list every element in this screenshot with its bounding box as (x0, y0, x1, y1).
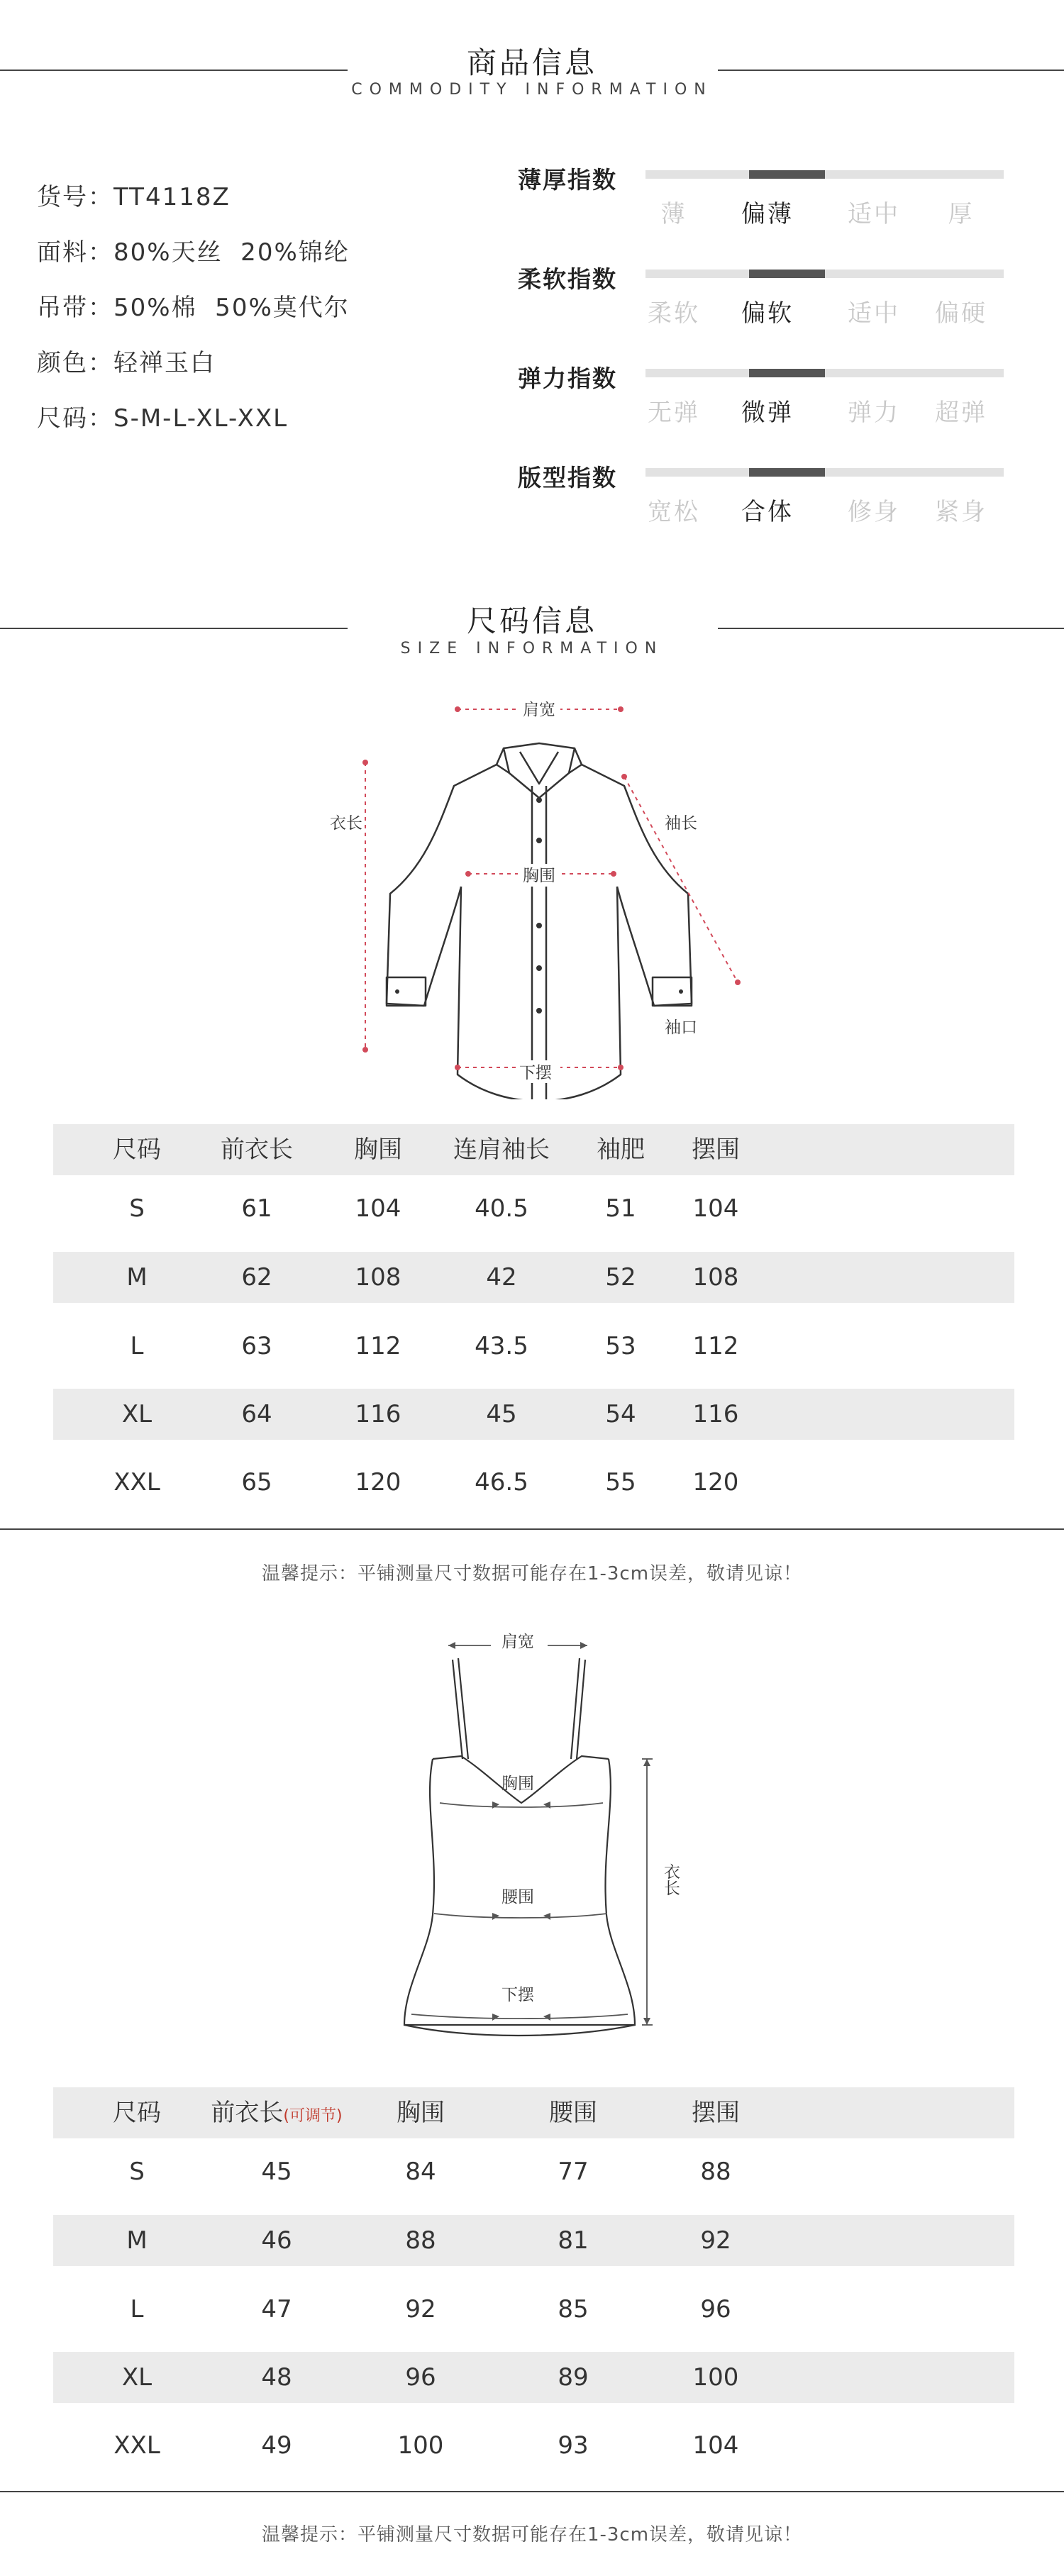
index-label: 弹力指数 (518, 365, 617, 392)
index-scale-fill (749, 468, 824, 477)
index-option: 合体 (741, 498, 794, 526)
measurement-note: 温馨提示：平铺测量尺寸数据可能存在1-3cm误差，敬请见谅！ (261, 2524, 803, 2546)
table-header-cell: 摆围 (692, 2099, 740, 2127)
table-cell: S (129, 1194, 145, 1223)
table-cell: 45 (486, 1400, 517, 1428)
table-cell: 65 (241, 1468, 272, 1497)
index-option: 微弹 (741, 399, 794, 427)
table-row (53, 2420, 1014, 2471)
table-cell: 120 (692, 1468, 739, 1497)
table-header-cell: 连肩袖长 (453, 1136, 550, 1164)
index-option: 宽松 (648, 498, 700, 526)
detail-item: 颜色：轻禅玉白 (37, 349, 216, 377)
table-cell: 77 (558, 2158, 589, 2186)
table-cell: 49 (261, 2431, 292, 2460)
index-scale-fill (749, 170, 824, 179)
measurement-note: 温馨提示：平铺测量尺寸数据可能存在1-3cm误差，敬请见谅！ (261, 1563, 803, 1584)
table-cell: 92 (700, 2226, 731, 2255)
index-scale-bar (645, 170, 1004, 179)
section-divider (0, 1528, 1064, 1530)
commodity-title: 商品信息 (466, 45, 597, 80)
index-option: 修身 (848, 498, 900, 526)
table-cell: 112 (355, 1332, 401, 1360)
table-header-cell: 尺码 (113, 1136, 161, 1164)
table-cell: 42 (486, 1263, 517, 1292)
table-cell: 116 (692, 1400, 739, 1428)
table-header-cell: 袖肥 (597, 1136, 645, 1164)
table-header-cell: 腰围 (549, 2099, 597, 2127)
table-cell: 104 (355, 1194, 401, 1223)
table-row (53, 1457, 1014, 1508)
table-cell: S (129, 2158, 145, 2186)
table-cell: 43.5 (475, 1332, 528, 1360)
table-cell: 92 (405, 2295, 436, 2324)
index-option: 薄 (660, 200, 687, 228)
table-cell: 47 (261, 2295, 292, 2324)
detail-item: 货号：TT4118Z (37, 183, 231, 211)
table-cell: L (130, 2295, 144, 2324)
index-scale-fill (749, 369, 824, 377)
index-scale-bar (645, 369, 1004, 377)
index-label: 版型指数 (518, 464, 617, 492)
table-cell: 61 (241, 1194, 272, 1223)
table-cell: 62 (241, 1263, 272, 1292)
table-cell: 100 (692, 2363, 739, 2392)
size-title: 尺码信息 (466, 604, 597, 638)
table-cell: 104 (692, 2431, 739, 2460)
table-cell: 45 (261, 2158, 292, 2186)
table-header-cell: 胸围 (397, 2099, 445, 2127)
table-cell: 54 (605, 1400, 636, 1428)
shirt-size-table (53, 1124, 1014, 1497)
label-cami-waist: 腰围 (501, 1888, 534, 1906)
label-cuff: 袖口 (665, 1018, 697, 1037)
index-scale-bar (645, 468, 1004, 477)
table-cell: 40.5 (475, 1194, 528, 1223)
table-row (53, 1183, 1014, 1234)
table-cell: M (126, 2226, 148, 2255)
table-cell: XL (121, 2363, 153, 2392)
table-cell: M (126, 1263, 148, 1292)
table-cell: 48 (261, 2363, 292, 2392)
table-header-cell: 胸围 (354, 1136, 402, 1164)
cami-size-table (53, 2087, 1014, 2460)
table-cell: 96 (405, 2363, 436, 2392)
label-cami-shoulder: 肩宽 (501, 1633, 534, 1651)
table-cell: L (130, 1332, 144, 1360)
table-cell: XXL (113, 1468, 160, 1497)
label-hem: 下摆 (519, 1064, 552, 1082)
index-option: 超弹 (935, 399, 987, 427)
table-cell: 96 (700, 2295, 731, 2324)
index-option: 柔软 (648, 299, 700, 328)
index-label: 薄厚指数 (518, 166, 617, 194)
table-cell: 89 (558, 2363, 589, 2392)
table-cell: 104 (692, 1194, 739, 1223)
table-cell: 100 (397, 2431, 444, 2460)
commodity-subtitle: COMMODITY INFORMATION (351, 81, 713, 99)
index-option: 偏软 (741, 299, 794, 328)
label-cami-chest: 胸围 (501, 1775, 534, 1793)
table-cell: 112 (692, 1332, 739, 1360)
table-row (53, 2284, 1014, 2335)
table-header (53, 1124, 1014, 1175)
table-cell: 108 (692, 1263, 739, 1292)
table-header-cell: 前衣长(可调节) (211, 2099, 343, 2127)
table-header-cell: 前衣长 (221, 1136, 293, 1164)
index-label: 柔软指数 (518, 265, 617, 293)
label-shoulder: 肩宽 (523, 701, 555, 719)
table-row (53, 2352, 1014, 2403)
table-cell: 84 (405, 2158, 436, 2186)
table-header (53, 2087, 1014, 2138)
table-row (53, 1321, 1014, 1372)
table-header-cell: 摆围 (692, 1136, 740, 1164)
table-cell: 120 (355, 1468, 401, 1497)
index-option: 适中 (848, 299, 900, 328)
index-option: 弹力 (848, 399, 900, 427)
table-header-cell: 尺码 (113, 2099, 161, 2127)
table-cell: XL (121, 1400, 153, 1428)
index-scale-bar (645, 270, 1004, 278)
label-cami-hem: 下摆 (501, 1986, 534, 2004)
cami-diagram (383, 1617, 695, 2043)
label-chest: 胸围 (523, 867, 555, 885)
shirt-diagram (319, 681, 759, 1099)
table-cell: 55 (605, 1468, 636, 1497)
label-cami-length: 衣长 (661, 1863, 680, 1896)
table-cell: 116 (355, 1400, 401, 1428)
index-option: 无弹 (648, 399, 700, 427)
table-cell: 88 (405, 2226, 436, 2255)
table-cell: 108 (355, 1263, 401, 1292)
table-cell: 85 (558, 2295, 589, 2324)
detail-item: 面料：80%天丝 20%锦纶 (37, 238, 350, 267)
table-cell: 53 (605, 1332, 636, 1360)
index-scale-fill (749, 270, 824, 278)
label-sleeve: 袖长 (665, 814, 697, 833)
table-cell: 63 (241, 1332, 272, 1360)
table-cell: 51 (605, 1194, 636, 1223)
index-option: 适中 (848, 200, 900, 228)
table-cell: 52 (605, 1263, 636, 1292)
table-cell: XXL (113, 2431, 160, 2460)
label-length: 衣长 (330, 814, 362, 833)
index-option: 厚 (948, 200, 975, 228)
table-row (53, 2146, 1014, 2197)
table-cell: 64 (241, 1400, 272, 1428)
table-cell: 46.5 (475, 1468, 528, 1497)
table-cell: 81 (558, 2226, 589, 2255)
index-option: 紧身 (935, 498, 987, 526)
table-row (53, 2215, 1014, 2266)
detail-item: 吊带：50%棉 50%莫代尔 (37, 294, 350, 322)
section-divider (0, 2491, 1064, 2492)
table-cell: 46 (261, 2226, 292, 2255)
index-option: 偏薄 (741, 200, 794, 228)
table-row (53, 1252, 1014, 1303)
detail-item: 尺码：S-M-L-XL-XXL (37, 404, 289, 433)
table-cell: 88 (700, 2158, 731, 2186)
table-row (53, 1389, 1014, 1440)
table-cell: 93 (558, 2431, 589, 2460)
adjustable-note: (可调节) (283, 2107, 343, 2125)
size-subtitle: SIZE INFORMATION (400, 640, 664, 657)
index-option: 偏硬 (935, 299, 987, 328)
